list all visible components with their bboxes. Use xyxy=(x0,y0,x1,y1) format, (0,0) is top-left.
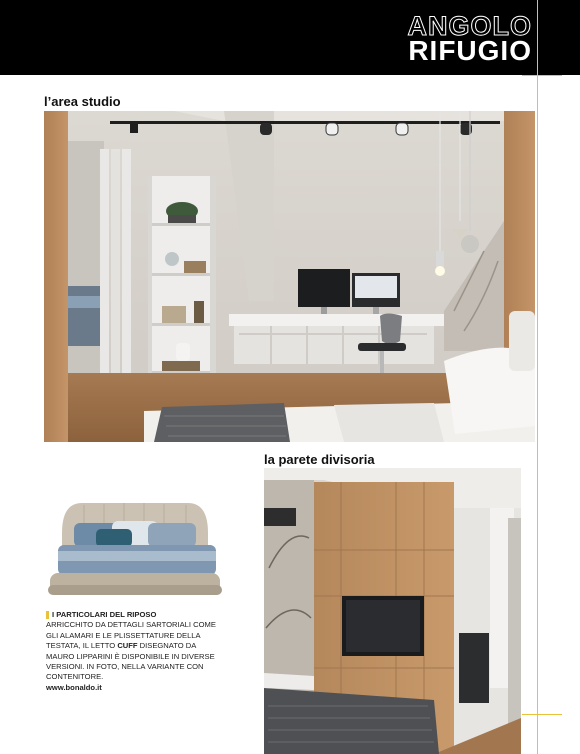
caption-body-part2: DISEGNATO DA MAURO LIPPARINI È DISPONIBILE IN DIVERSE VERSIONI. IN FOTO, NELLA VARIANTE CON CONTENITORE. xyxy=(46,641,215,682)
study-area-photo xyxy=(44,111,535,442)
caption-marker-icon xyxy=(46,611,49,619)
bed-caption xyxy=(46,610,226,693)
header-title-line1: ANGOLO xyxy=(407,11,532,41)
header-title xyxy=(407,11,533,67)
partition-wall-title: la parete divisoria xyxy=(264,452,375,467)
header-bar xyxy=(0,0,580,75)
caption-product-name: CUFF xyxy=(117,641,138,651)
caption-body xyxy=(46,620,226,682)
caption-heading-text: I PARTICOLARI DEL RIPOSO xyxy=(52,610,157,619)
study-area-title: l’area studio xyxy=(44,94,121,109)
caption-heading xyxy=(46,610,226,620)
header-title-line2: RIFUGIO xyxy=(408,35,532,67)
crop-guide-bottom xyxy=(522,714,562,715)
crop-guide-top xyxy=(522,75,562,76)
caption-website-link[interactable]: www.bonaldo.it xyxy=(46,682,102,692)
partition-wall-photo xyxy=(264,468,521,754)
caption-body-part1: ARRICCHITO DA DETTAGLI SARTORIALI COME GLI ALAMARI E LE PLISSETTATURE DELLA TESTATA, IL LETTO xyxy=(46,620,216,651)
crop-guide-vertical xyxy=(537,0,538,754)
bed-product-photo xyxy=(44,493,226,603)
